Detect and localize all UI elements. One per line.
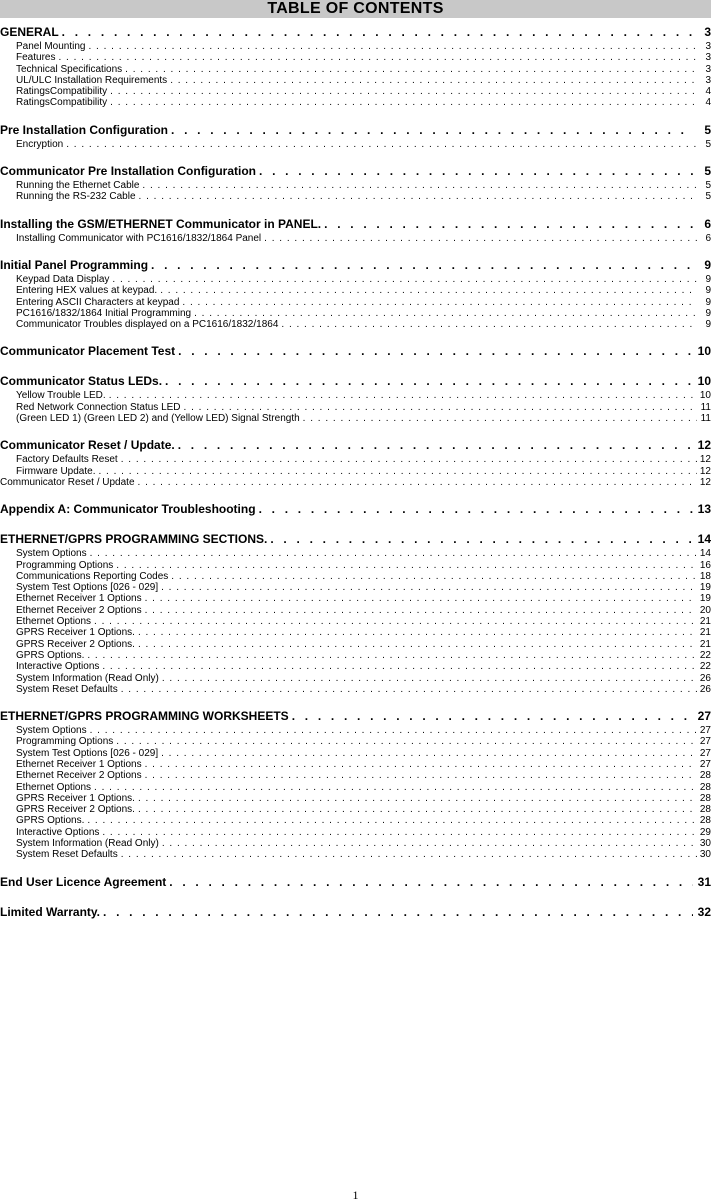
toc-entry-label: System Test Options [026 - 029]: [16, 582, 159, 594]
toc-entry[interactable]: [0, 759, 711, 770]
toc-entry-label: GPRS Receiver 1 Options.: [16, 627, 135, 639]
dot-leader: [256, 501, 693, 518]
dot-leader: [175, 437, 693, 454]
dot-leader: [118, 454, 697, 465]
toc-entry-label: UL/ULC Installation Requirements: [16, 74, 168, 86]
dot-leader: [100, 904, 693, 921]
toc-heading-label: Communicator Reset / Update.: [0, 438, 175, 453]
toc-heading-page: 13: [697, 502, 711, 517]
toc-entry[interactable]: [0, 274, 711, 285]
toc-entry-page: 5: [705, 138, 711, 150]
toc-entry-page: 11: [700, 413, 711, 425]
toc-entry-label: Firmware Update.: [16, 465, 96, 477]
toc-entry[interactable]: [0, 86, 711, 97]
dot-leader: [166, 874, 693, 891]
toc-entry[interactable]: [0, 793, 711, 804]
dot-leader: [107, 97, 697, 108]
toc-entry[interactable]: [0, 593, 711, 604]
toc-section: [0, 708, 711, 861]
toc-heading-page: 5: [704, 164, 711, 179]
toc-heading-label: ETHERNET/GPRS PROGRAMMING WORKSHEETS: [0, 709, 289, 724]
toc-heading[interactable]: [0, 708, 711, 725]
toc-entry-page: 19: [699, 593, 711, 605]
dot-leader: [179, 297, 697, 308]
toc-entry-page: 11: [700, 401, 711, 413]
toc-entry[interactable]: [0, 308, 711, 319]
dot-leader: [87, 548, 697, 559]
dot-leader: [175, 343, 693, 360]
toc-entry[interactable]: [0, 782, 711, 793]
toc-entry-label: Features: [16, 52, 56, 64]
toc-entry-label: Communicator Troubles displayed on a PC1616/1832/1864: [16, 319, 279, 331]
toc-entry[interactable]: [0, 571, 711, 582]
toc-heading[interactable]: [0, 874, 711, 891]
toc-entry-label: Interactive Options: [16, 661, 100, 673]
dot-leader: [162, 373, 693, 390]
dot-leader: [181, 402, 697, 413]
toc-entry[interactable]: [0, 402, 711, 413]
toc-entry-page: 5: [705, 191, 711, 203]
toc-entry-label: Panel Mounting: [16, 41, 86, 52]
toc-heading-label: Limited Warranty.: [0, 904, 101, 919]
toc-entry-page: 28: [699, 815, 711, 827]
toc-heading-page: 32: [697, 904, 711, 919]
toc-heading-page: 5: [704, 122, 711, 137]
toc-entry[interactable]: [0, 413, 711, 424]
dot-leader: [142, 605, 697, 616]
toc-entry-page: 12: [699, 465, 711, 477]
dot-leader: [142, 770, 697, 781]
toc-entry-page: 16: [699, 559, 711, 571]
dot-leader: [300, 413, 697, 424]
dot-leader: [139, 180, 697, 191]
toc-entry-page: 14: [699, 548, 711, 560]
toc-entry-label: System Reset Defaults: [16, 849, 118, 861]
toc-heading-label: Communicator Placement Test: [0, 344, 176, 359]
toc-entry-label: Red Network Connection Status LED: [16, 401, 181, 413]
dot-leader: [95, 466, 697, 477]
toc-entry-page: 21: [699, 638, 711, 650]
toc-entry[interactable]: [0, 725, 711, 736]
toc-entry-label: Interactive Options: [16, 826, 100, 838]
toc-entry[interactable]: [0, 285, 711, 296]
toc-section: [0, 373, 711, 424]
toc-entry-page: 10: [699, 390, 711, 402]
toc-heading-page: 6: [704, 216, 711, 231]
toc-entry-label: Keypad Data Display: [16, 273, 110, 285]
toc-heading-label: Installing the GSM/ETHERNET Communicator in PANEL.: [0, 216, 322, 231]
dot-leader: [159, 673, 697, 684]
toc-heading-page: 10: [697, 374, 711, 389]
toc-entry-page: 22: [699, 649, 711, 661]
toc-entry-page: 28: [699, 770, 711, 782]
toc-heading[interactable]: [0, 122, 711, 139]
toc-entry[interactable]: [0, 661, 711, 672]
toc-entry-page: 4: [705, 86, 711, 98]
toc-section: [0, 163, 711, 203]
toc-entry-page: 9: [705, 319, 711, 331]
toc-entry-page: 9: [705, 285, 711, 297]
dot-leader: [113, 560, 697, 571]
toc-entry-page: 9: [705, 307, 711, 319]
toc-heading-page: 27: [697, 709, 711, 724]
toc-heading-label: Initial Panel Programming: [0, 257, 149, 272]
toc-entry[interactable]: [0, 582, 711, 593]
dot-leader: [113, 736, 697, 747]
toc-entry[interactable]: [0, 627, 711, 638]
toc-entry[interactable]: [0, 560, 711, 571]
toc-section: [0, 24, 711, 109]
toc-entry-label: System Test Options [026 - 029]: [16, 747, 159, 759]
toc-entry-label: GPRS Receiver 1 Options.: [16, 792, 135, 804]
dot-leader: [84, 815, 697, 826]
toc-entry[interactable]: [0, 639, 711, 650]
toc-entry-label: Communicator Reset / Update: [0, 476, 135, 488]
toc-heading-label: End User Licence Agreement: [0, 874, 167, 889]
toc-entry-page: 27: [699, 725, 711, 737]
dot-leader: [157, 285, 697, 296]
toc-heading-label: Communicator Status LEDs.: [0, 374, 163, 389]
toc-entry-page: 27: [699, 747, 711, 759]
toc-entry-page: 3: [705, 41, 711, 52]
dot-leader: [109, 274, 697, 285]
toc-entry-label: Programming Options: [16, 736, 114, 748]
toc-entry-page: 21: [699, 616, 711, 628]
dot-leader: [136, 191, 697, 202]
dot-leader: [261, 233, 697, 244]
toc-entry-page: 12: [699, 454, 711, 466]
dot-leader: [168, 122, 693, 139]
toc-entry-label: Running the Ethernet Cable: [16, 180, 140, 192]
toc-entry[interactable]: [0, 477, 711, 488]
toc-entry-label: GPRS Receiver 2 Options.: [16, 804, 135, 816]
toc-entry-label: Ethernet Receiver 2 Options: [16, 604, 142, 616]
toc-entry-page: 3: [705, 74, 711, 86]
toc-heading[interactable]: [0, 373, 711, 390]
toc-entry[interactable]: [0, 233, 711, 244]
toc-entry[interactable]: [0, 650, 711, 661]
toc-heading-page: 12: [697, 438, 711, 453]
toc-entry[interactable]: [0, 684, 711, 695]
toc-entry-label: Entering HEX values at keypad.: [16, 285, 158, 297]
dot-leader: [59, 24, 693, 41]
toc-entry-label: GPRS Receiver 2 Options.: [16, 638, 135, 650]
dot-leader: [84, 650, 697, 661]
dot-leader: [142, 759, 697, 770]
toc-entry[interactable]: [0, 180, 711, 191]
dot-leader: [63, 139, 697, 150]
toc-section: [0, 904, 711, 921]
toc-entry[interactable]: [0, 736, 711, 747]
toc-entry-page: 19: [699, 582, 711, 594]
dot-leader: [55, 52, 697, 63]
toc-entry[interactable]: [0, 139, 711, 150]
toc-entry[interactable]: [0, 191, 711, 202]
toc-entry-label: Encryption: [16, 138, 64, 150]
toc-section: [0, 531, 711, 695]
dot-leader: [267, 531, 693, 548]
toc-entry-page: 12: [699, 476, 711, 488]
toc-entry[interactable]: [0, 454, 711, 465]
toc-entry-label: Yellow Trouble LED.: [16, 390, 106, 402]
table-of-contents: [0, 24, 711, 934]
toc-entry[interactable]: [0, 319, 711, 330]
toc-entry[interactable]: [0, 748, 711, 759]
toc-heading-page: 9: [704, 257, 711, 272]
toc-entry-page: 28: [699, 792, 711, 804]
toc-section: [0, 874, 711, 891]
dot-leader: [118, 849, 697, 860]
toc-heading[interactable]: [0, 904, 711, 921]
toc-heading[interactable]: [0, 24, 711, 41]
dot-leader: [167, 75, 697, 86]
toc-entry-label: Entering ASCII Characters at keypad: [16, 296, 180, 308]
toc-entry-page: 27: [699, 758, 711, 770]
toc-entry-page: 29: [699, 826, 711, 838]
toc-entry-page: 21: [699, 627, 711, 639]
toc-entry-label: Factory Defaults Reset: [16, 454, 118, 466]
toc-entry[interactable]: [0, 64, 711, 75]
toc-entry-label: Programming Options: [16, 559, 114, 571]
toc-entry-page: 30: [699, 849, 711, 861]
toc-section: [0, 343, 711, 360]
toc-entry-page: 30: [699, 838, 711, 850]
toc-entry[interactable]: [0, 616, 711, 627]
dot-leader: [191, 308, 697, 319]
toc-heading-page: 10: [697, 344, 711, 359]
toc-entry-page: 3: [705, 63, 711, 75]
dot-leader: [135, 804, 697, 815]
dot-leader: [289, 708, 693, 725]
toc-entry-page: 6: [705, 232, 711, 244]
toc-entry[interactable]: [0, 838, 711, 849]
toc-entry-label: Ethernet Options: [16, 781, 92, 793]
toc-entry-label: System Options: [16, 548, 87, 560]
dot-leader: [86, 41, 698, 52]
toc-heading[interactable]: [0, 163, 711, 180]
toc-entry-label: Ethernet Receiver 1 Options: [16, 593, 142, 605]
toc-title-bar: [0, 0, 711, 18]
toc-entry[interactable]: [0, 390, 711, 401]
toc-entry-label: Ethernet Options: [16, 616, 92, 628]
toc-entry[interactable]: [0, 605, 711, 616]
toc-entry-page: 28: [699, 804, 711, 816]
dot-leader: [106, 390, 697, 401]
toc-section: [0, 216, 711, 244]
dot-leader: [99, 827, 697, 838]
dot-leader: [142, 593, 697, 604]
toc-heading-label: Appendix A: Communicator Troubleshooting: [0, 502, 256, 517]
toc-heading[interactable]: [0, 501, 711, 518]
toc-entry-label: System Options: [16, 725, 87, 737]
dot-leader: [135, 639, 697, 650]
toc-entry-label: Installing Communicator with PC1616/1832/1864 Panel: [16, 232, 262, 244]
toc-entry-label: System Information (Read Only): [16, 838, 159, 850]
toc-entry-page: 9: [705, 273, 711, 285]
toc-heading-page: 31: [697, 874, 711, 889]
toc-section: [0, 122, 711, 150]
toc-entry-label: System Reset Defaults: [16, 683, 118, 695]
toc-entry[interactable]: [0, 548, 711, 559]
dot-leader: [91, 616, 697, 627]
dot-leader: [87, 725, 697, 736]
dot-leader: [256, 163, 693, 180]
toc-entry[interactable]: [0, 673, 711, 684]
toc-heading-label: Pre Installation Configuration: [0, 122, 169, 137]
toc-entry-page: 22: [699, 661, 711, 673]
dot-leader: [99, 661, 697, 672]
toc-section: [0, 437, 711, 488]
toc-entry-page: 3: [705, 52, 711, 64]
toc-heading[interactable]: [0, 437, 711, 454]
toc-entry-label: Technical Specifications: [16, 63, 123, 75]
toc-entry[interactable]: [0, 849, 711, 860]
toc-entry-page: 26: [699, 672, 711, 684]
toc-entry-label: (Green LED 1) (Green LED 2) and (Yellow LED) Signal Strength: [16, 413, 300, 425]
toc-entry-label: Communications Reporting Codes: [16, 570, 169, 582]
toc-section: [0, 257, 711, 330]
dot-leader: [159, 838, 697, 849]
toc-entry-page: 9: [705, 296, 711, 308]
dot-leader: [158, 748, 697, 759]
toc-entry-page: 27: [699, 736, 711, 748]
page-number: 1: [352, 1188, 359, 1202]
toc-title: TABLE OF CONTENTS: [267, 0, 444, 17]
toc-heading-label: Communicator Pre Installation Configuration: [0, 164, 257, 179]
dot-leader: [168, 571, 697, 582]
toc-heading-page: 3: [704, 25, 711, 39]
toc-heading[interactable]: [0, 216, 711, 233]
dot-leader: [135, 477, 697, 488]
toc-entry-page: 4: [705, 97, 711, 109]
dot-leader: [122, 64, 697, 75]
dot-leader: [135, 627, 697, 638]
dot-leader: [118, 684, 697, 695]
dot-leader: [135, 793, 697, 804]
toc-heading[interactable]: [0, 257, 711, 274]
toc-entry-page: 28: [699, 781, 711, 793]
dot-leader: [91, 782, 697, 793]
toc-entry-label: RatingsCompatibility: [16, 97, 108, 109]
toc-heading-page: 14: [697, 532, 711, 547]
dot-leader: [278, 319, 697, 330]
toc-entry[interactable]: [0, 97, 711, 108]
toc-entry[interactable]: [0, 41, 711, 52]
toc-entry[interactable]: [0, 815, 711, 826]
toc-entry-page: 20: [699, 604, 711, 616]
dot-leader: [107, 86, 697, 97]
toc-entry-label: Ethernet Receiver 1 Options: [16, 758, 142, 770]
dot-leader: [158, 582, 697, 593]
toc-entry-page: 18: [699, 570, 711, 582]
dot-leader: [321, 216, 693, 233]
toc-entry-label: PC1616/1832/1864 Initial Programming: [16, 307, 192, 319]
toc-entry[interactable]: [0, 827, 711, 838]
toc-entry-label: Ethernet Receiver 2 Options: [16, 770, 142, 782]
toc-entry-page: 5: [705, 180, 711, 192]
toc-heading[interactable]: [0, 531, 711, 548]
toc-section: [0, 501, 711, 518]
toc-entry[interactable]: [0, 52, 711, 63]
toc-entry-label: GPRS Options.: [16, 815, 85, 827]
toc-entry-label: System Information (Read Only): [16, 672, 159, 684]
toc-entry-page: 26: [699, 683, 711, 695]
toc-heading-label: GENERAL: [0, 25, 59, 39]
toc-entry[interactable]: [0, 466, 711, 477]
toc-entry[interactable]: [0, 297, 711, 308]
toc-heading[interactable]: [0, 343, 711, 360]
toc-entry[interactable]: [0, 804, 711, 815]
dot-leader: [148, 257, 693, 274]
toc-entry-label: RatingsCompatibility: [16, 86, 108, 98]
toc-entry-label: Running the RS-232 Cable: [16, 191, 136, 203]
toc-heading-label: ETHERNET/GPRS PROGRAMMING SECTIONS.: [0, 532, 268, 547]
toc-entry[interactable]: [0, 75, 711, 86]
toc-entry-label: GPRS Options.: [16, 649, 85, 661]
toc-entry[interactable]: [0, 770, 711, 781]
